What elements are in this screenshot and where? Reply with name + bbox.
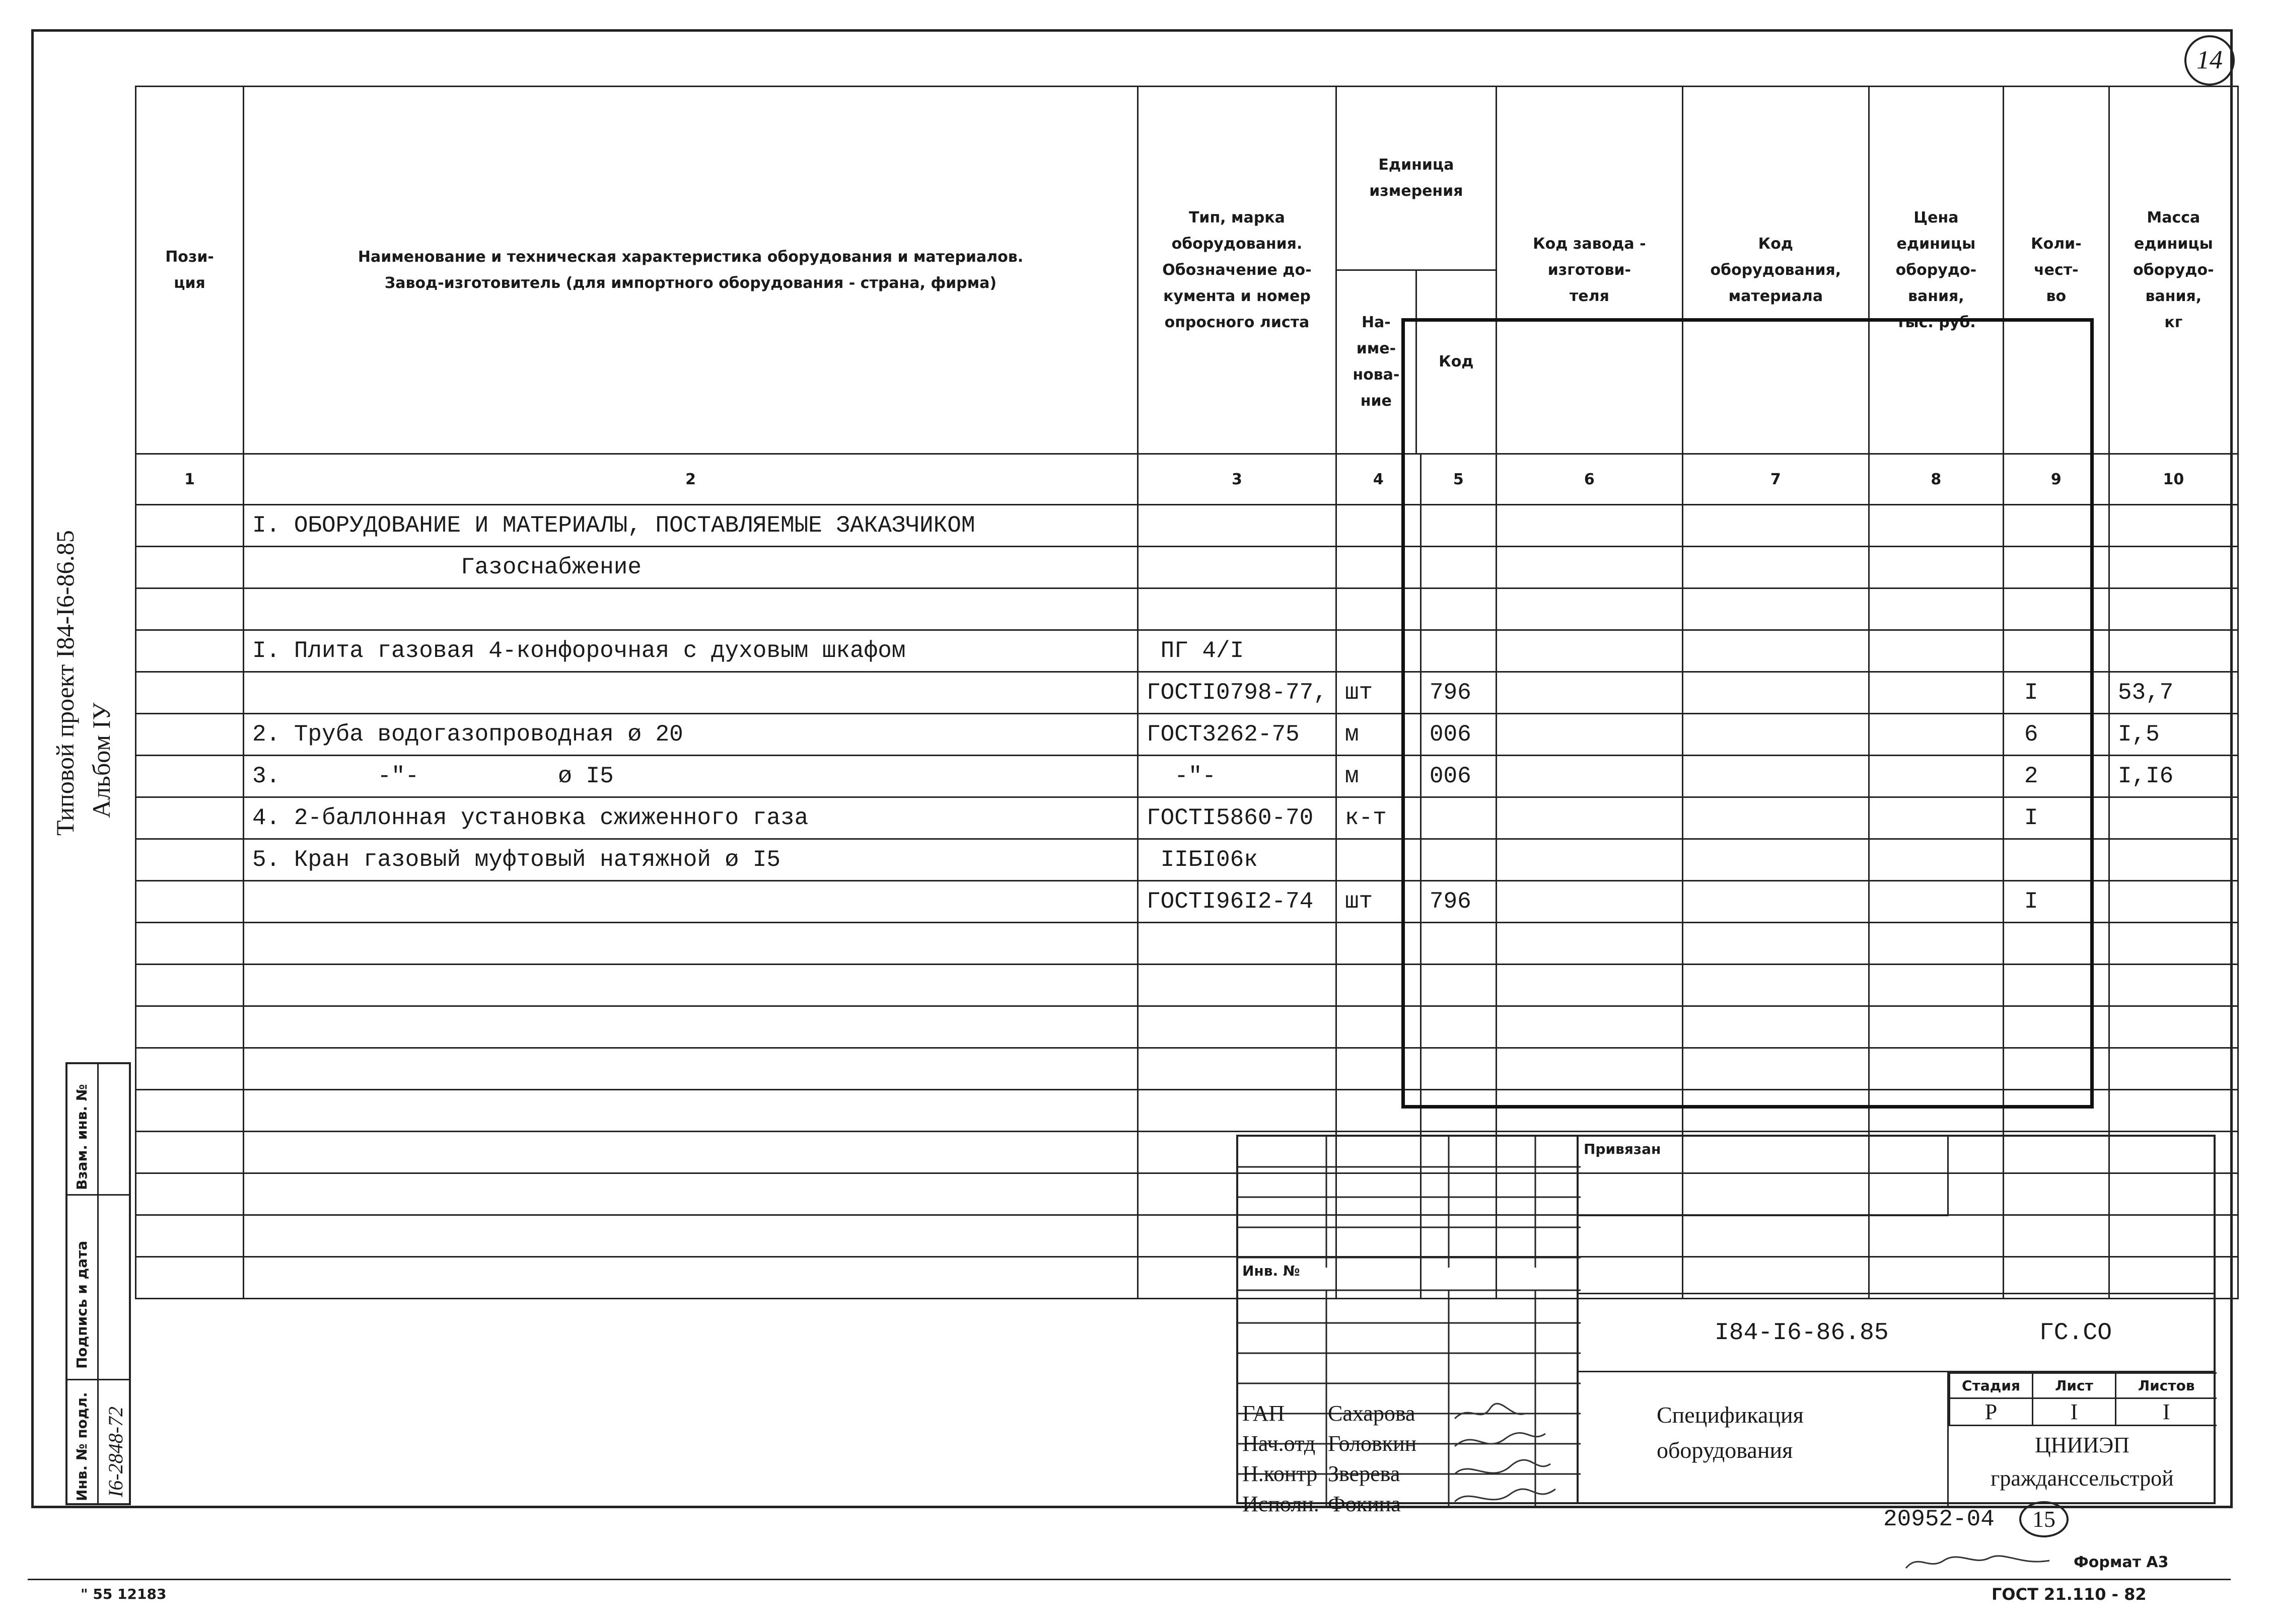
cell-price: [1869, 547, 2003, 588]
cell-mass: [2109, 881, 2238, 923]
table-row: [136, 881, 2238, 923]
cell-price: [1869, 881, 2003, 923]
cell-name: [244, 1006, 1138, 1048]
cell-position: [136, 505, 244, 547]
side-stamp-divider: [67, 1379, 129, 1380]
col-num: 7: [1682, 454, 1869, 505]
cell-name: [244, 1132, 1138, 1173]
side-project-label: Типовой проект I84-I6-86.85: [51, 530, 79, 836]
side-stamp-label-sign: Подпись и дата: [74, 1240, 90, 1369]
cell-name: [244, 1215, 1138, 1257]
cell-quantity: [2003, 630, 2109, 672]
cell-equipment-code: [1682, 839, 1869, 881]
cell-name: [244, 1257, 1138, 1299]
cell-type: [1138, 505, 1336, 547]
cell-type: ГОСТI96I2-74: [1138, 881, 1336, 923]
table-row: [136, 672, 2238, 714]
tb-sheet-label: Лист: [2033, 1373, 2116, 1398]
cell-price: [1869, 588, 2003, 630]
cell-quantity: [2003, 839, 2109, 881]
cell-type: [1138, 588, 1336, 630]
cell-factory-code: [1496, 1090, 1682, 1132]
cell-position: [136, 714, 244, 756]
cell-equipment-code: [1682, 672, 1869, 714]
cell-name: [244, 1048, 1138, 1090]
side-stamp-label-swap: Взам. инв. №: [74, 1084, 90, 1190]
cell-equipment-code: [1682, 1090, 1869, 1132]
cell-quantity: 6: [2003, 714, 2109, 756]
cell-position: [136, 1132, 244, 1173]
cell-mass: [2109, 547, 2238, 588]
cell-price: [1869, 714, 2003, 756]
tb-doc-title-cell: [1579, 1372, 1949, 1506]
tb-organization: ЦНИИЭП гражданссельстрой: [1991, 1433, 2174, 1491]
cell-quantity: [2003, 965, 2109, 1006]
specification-table: [135, 86, 2239, 1299]
tb-person-row: Нач.отд Головкин: [1242, 1431, 1417, 1456]
cell-price: [1869, 797, 2003, 839]
table-row: [136, 756, 2238, 797]
table-row: [136, 714, 2238, 756]
cell-unit: [1336, 965, 1421, 1006]
cell-price: [1869, 630, 2003, 672]
cell-factory-code: [1496, 714, 1682, 756]
col-num: 6: [1496, 454, 1682, 505]
cell-unit-code: [1421, 630, 1496, 672]
col-num: 4: [1336, 454, 1421, 505]
cell-position: [136, 1006, 244, 1048]
cell-mass: [2109, 965, 2238, 1006]
cell-position: [136, 547, 244, 588]
cell-unit-code: 796: [1421, 672, 1496, 714]
cell-mass: [2109, 630, 2238, 672]
cell-price: [1869, 672, 2003, 714]
tb-right: [1579, 1135, 2216, 1504]
cell-mass: [2109, 797, 2238, 839]
cell-unit: [1336, 839, 1421, 881]
cell-unit: [1336, 1006, 1421, 1048]
header-position: Пози- ция: [136, 87, 244, 454]
cell-unit: [1336, 630, 1421, 672]
cell-factory-code: [1496, 588, 1682, 630]
cell-unit: шт: [1336, 881, 1421, 923]
cell-unit: [1336, 1090, 1421, 1132]
cell-factory-code: [1496, 965, 1682, 1006]
cell-quantity: [2003, 1048, 2109, 1090]
tb-signatures: [1450, 1398, 1581, 1506]
cell-equipment-code: [1682, 547, 1869, 588]
cell-factory-code: [1496, 1048, 1682, 1090]
cell-factory-code: [1496, 756, 1682, 797]
cell-mass: [2109, 839, 2238, 881]
cell-mass: [2109, 923, 2238, 965]
cell-mass: [2109, 588, 2238, 630]
sheet-number-circle: [2184, 35, 2235, 86]
cell-unit: к-т: [1336, 797, 1421, 839]
cell-name: [244, 588, 1138, 630]
cell-equipment-code: [1682, 797, 1869, 839]
cell-type: ГОСТI0798-77,: [1138, 672, 1336, 714]
cell-quantity: I: [2003, 672, 2109, 714]
cell-mass: [2109, 1048, 2238, 1090]
cell-name: I. ОБОРУДОВАНИЕ И МАТЕРИАЛЫ, ПОСТАВЛЯЕМЫЕ ЗАКАЗЧИКОМ: [244, 505, 1138, 547]
cell-price: [1869, 1090, 2003, 1132]
cell-quantity: [2003, 588, 2109, 630]
table-row: [136, 797, 2238, 839]
cell-mass: [2109, 505, 2238, 547]
footer-left-code: " 55 12183: [81, 1586, 167, 1602]
table-row: [136, 1006, 2238, 1048]
cell-factory-code: [1496, 547, 1682, 588]
cell-quantity: [2003, 1090, 2109, 1132]
cell-position: [136, 756, 244, 797]
cell-factory-code: [1496, 672, 1682, 714]
cell-position: [136, 839, 244, 881]
tb-people: [1242, 1398, 1416, 1519]
footer-rule: [28, 1579, 2231, 1580]
table-row: [136, 965, 2238, 1006]
cell-type: [1138, 1048, 1336, 1090]
header-equipment-code: Код оборудования, материала: [1682, 87, 1869, 454]
cell-type: [1138, 1090, 1336, 1132]
tb-stage-table: [1949, 1372, 2217, 1426]
tb-person-row: Исполн. Фокина: [1242, 1492, 1401, 1516]
cell-name: Газоснабжение: [244, 547, 1138, 588]
cell-equipment-code: [1682, 756, 1869, 797]
tb-privyazan-label: Привязан: [1584, 1141, 1661, 1157]
cell-position: [136, 965, 244, 1006]
cell-unit: м: [1336, 756, 1421, 797]
footer-page-circle: [2019, 1501, 2069, 1537]
cell-mass: 53,7: [2109, 672, 2238, 714]
table-header: [136, 87, 2238, 505]
tb-code: ГС.СО: [2039, 1319, 2112, 1347]
cell-unit-code: [1421, 839, 1496, 881]
table-row: [136, 505, 2238, 547]
tb-inv-label: Инв. №: [1242, 1263, 1300, 1279]
cell-name: [244, 965, 1138, 1006]
cell-name: I. Плита газовая 4-конфорочная с духовым шкафом: [244, 630, 1138, 672]
tb-sheets: I: [2116, 1398, 2217, 1426]
cell-type: [1138, 1006, 1336, 1048]
tb-person-row: Н.контр Зверева: [1242, 1461, 1400, 1486]
cell-factory-code: [1496, 1006, 1682, 1048]
header-unit-code: Код: [1439, 353, 1474, 371]
cell-unit-code: [1421, 965, 1496, 1006]
cell-unit-code: [1421, 1048, 1496, 1090]
col-num: 2: [244, 454, 1138, 505]
cell-price: [1869, 839, 2003, 881]
cell-unit: шт: [1336, 672, 1421, 714]
cell-price: [1869, 1048, 2003, 1090]
tb-privyazan-cell: [1579, 1137, 1949, 1216]
cell-quantity: 2: [2003, 756, 2109, 797]
cell-mass: I,5: [2109, 714, 2238, 756]
footer-handwritten-mark: [1903, 1551, 2054, 1576]
cell-unit-code: [1421, 588, 1496, 630]
tb-person-row: ГАП Сахарова: [1242, 1401, 1415, 1426]
cell-equipment-code: [1682, 630, 1869, 672]
header-unit-title: Единица измерения: [1337, 87, 1496, 270]
cell-unit-code: [1421, 923, 1496, 965]
cell-quantity: [2003, 923, 2109, 965]
cell-factory-code: [1496, 923, 1682, 965]
col-num: 10: [2109, 454, 2238, 505]
cell-type: IIБI06к: [1138, 839, 1336, 881]
col-num: 3: [1138, 454, 1336, 505]
cell-name: [244, 672, 1138, 714]
cell-name: 3. -"- ø I5: [244, 756, 1138, 797]
cell-unit-code: [1421, 547, 1496, 588]
cell-price: [1869, 1006, 2003, 1048]
side-stamp-label-inv: Инв. № подл.: [74, 1392, 90, 1501]
tb-empty-row: [1579, 1216, 2216, 1294]
header-mass: Масса единицы оборудо- вания, кг: [2109, 87, 2238, 454]
cell-unit: [1336, 505, 1421, 547]
cell-position: [136, 588, 244, 630]
table-row: [136, 1048, 2238, 1090]
table-row: [136, 547, 2238, 588]
cell-type: -"-: [1138, 756, 1336, 797]
tb-sheets-label: Листов: [2116, 1373, 2217, 1398]
table-row: [136, 923, 2238, 965]
col-num: 8: [1869, 454, 2003, 505]
cell-type: [1138, 965, 1336, 1006]
tb-stage: Р: [1950, 1398, 2033, 1426]
cell-position: [136, 1215, 244, 1257]
title-block: [1236, 1135, 2216, 1516]
cell-name: [244, 1090, 1138, 1132]
side-stamp: [65, 1062, 131, 1505]
cell-factory-code: [1496, 630, 1682, 672]
tb-left-grid: [1236, 1135, 1579, 1516]
cell-position: [136, 1257, 244, 1299]
cell-equipment-code: [1682, 588, 1869, 630]
cell-type: ГОСТ3262-75: [1138, 714, 1336, 756]
header-name: Наименование и техническая характеристика оборудования и материалов. Завод-изготовитель (для импортного оборудования - страна, фирма): [244, 87, 1138, 454]
cell-quantity: [2003, 505, 2109, 547]
col-num: 9: [2003, 454, 2109, 505]
cell-name: 4. 2-баллонная установка сжиженного газа: [244, 797, 1138, 839]
cell-quantity: I: [2003, 881, 2109, 923]
cell-name: [244, 881, 1138, 923]
cell-unit-code: [1421, 797, 1496, 839]
sheet-number: 14: [2196, 46, 2223, 75]
table-row: [136, 630, 2238, 672]
cell-unit: [1336, 588, 1421, 630]
side-stamp-divider: [67, 1194, 129, 1196]
cell-equipment-code: [1682, 881, 1869, 923]
header-quantity: Коли- чест- во: [2003, 87, 2109, 454]
table-row: [136, 1090, 2238, 1132]
cell-factory-code: [1496, 505, 1682, 547]
footer-format-note: Формат А3: [2074, 1554, 2169, 1571]
cell-equipment-code: [1682, 923, 1869, 965]
cell-unit-code: [1421, 1006, 1496, 1048]
cell-position: [136, 881, 244, 923]
col-num: 5: [1421, 454, 1496, 505]
tb-designation-row: [1579, 1294, 2216, 1372]
col-num: 1: [136, 454, 244, 505]
cell-price: [1869, 505, 2003, 547]
header-type: Тип, марка оборудования. Обозначение до- кумента и номер опросного листа: [1138, 87, 1336, 454]
cell-quantity: [2003, 547, 2109, 588]
tb-sheet: I: [2033, 1398, 2116, 1426]
cell-position: [136, 797, 244, 839]
cell-quantity: [2003, 1006, 2109, 1048]
cell-type: [1138, 923, 1336, 965]
cell-type: [1138, 547, 1336, 588]
cell-quantity: I: [2003, 797, 2109, 839]
cell-position: [136, 1090, 244, 1132]
cell-equipment-code: [1682, 1006, 1869, 1048]
tb-doc-title: Спецификация оборудования: [1657, 1402, 1804, 1463]
cell-mass: I,I6: [2109, 756, 2238, 797]
cell-factory-code: [1496, 839, 1682, 881]
side-album-label: Альбом IУ: [87, 702, 115, 818]
cell-position: [136, 630, 244, 672]
tb-designation: I84-I6-86.85: [1715, 1319, 1889, 1347]
cell-name: 2. Труба водогазопроводная ø 20: [244, 714, 1138, 756]
cell-unit: [1336, 547, 1421, 588]
cell-price: [1869, 965, 2003, 1006]
cell-equipment-code: [1682, 965, 1869, 1006]
header-unit-name: На- име- нова- ние: [1337, 270, 1416, 454]
cell-name: 5. Кран газовый муфтовый натяжной ø I5: [244, 839, 1138, 881]
cell-mass: [2109, 1006, 2238, 1048]
cell-unit-code: [1421, 505, 1496, 547]
cell-equipment-code: [1682, 714, 1869, 756]
cell-equipment-code: [1682, 1048, 1869, 1090]
cell-mass: [2109, 1090, 2238, 1132]
tb-stage-label: Стадия: [1950, 1373, 2033, 1398]
footer-page: 15: [2032, 1506, 2055, 1532]
footer-gost: ГОСТ 21.110 - 82: [1992, 1585, 2147, 1604]
footer-order-number: 20952-04: [1883, 1506, 1995, 1532]
table-row: [136, 588, 2238, 630]
cell-factory-code: [1496, 881, 1682, 923]
cell-position: [136, 923, 244, 965]
cell-unit: м: [1336, 714, 1421, 756]
cell-position: [136, 1048, 244, 1090]
cell-unit-code: 006: [1421, 756, 1496, 797]
side-stamp-inv-value: I6-2848-72: [104, 1407, 127, 1497]
cell-unit: [1336, 923, 1421, 965]
cell-position: [136, 1173, 244, 1215]
cell-type: ПГ 4/I: [1138, 630, 1336, 672]
cell-unit-code: [1421, 1090, 1496, 1132]
cell-type: ГОСТI5860-70: [1138, 797, 1336, 839]
table-row: [136, 839, 2238, 881]
cell-unit-code: 006: [1421, 714, 1496, 756]
cell-factory-code: [1496, 797, 1682, 839]
cell-price: [1869, 756, 2003, 797]
cell-unit-code: 796: [1421, 881, 1496, 923]
cell-name: [244, 1173, 1138, 1215]
cell-position: [136, 672, 244, 714]
header-unit-group: [1336, 87, 1496, 454]
header-price: Цена единицы оборудо- вания, тыс. руб.: [1869, 87, 2003, 454]
cell-equipment-code: [1682, 505, 1869, 547]
header-factory-code: Код завода - изготови- теля: [1496, 87, 1682, 454]
cell-name: [244, 923, 1138, 965]
cell-price: [1869, 923, 2003, 965]
cell-unit: [1336, 1048, 1421, 1090]
